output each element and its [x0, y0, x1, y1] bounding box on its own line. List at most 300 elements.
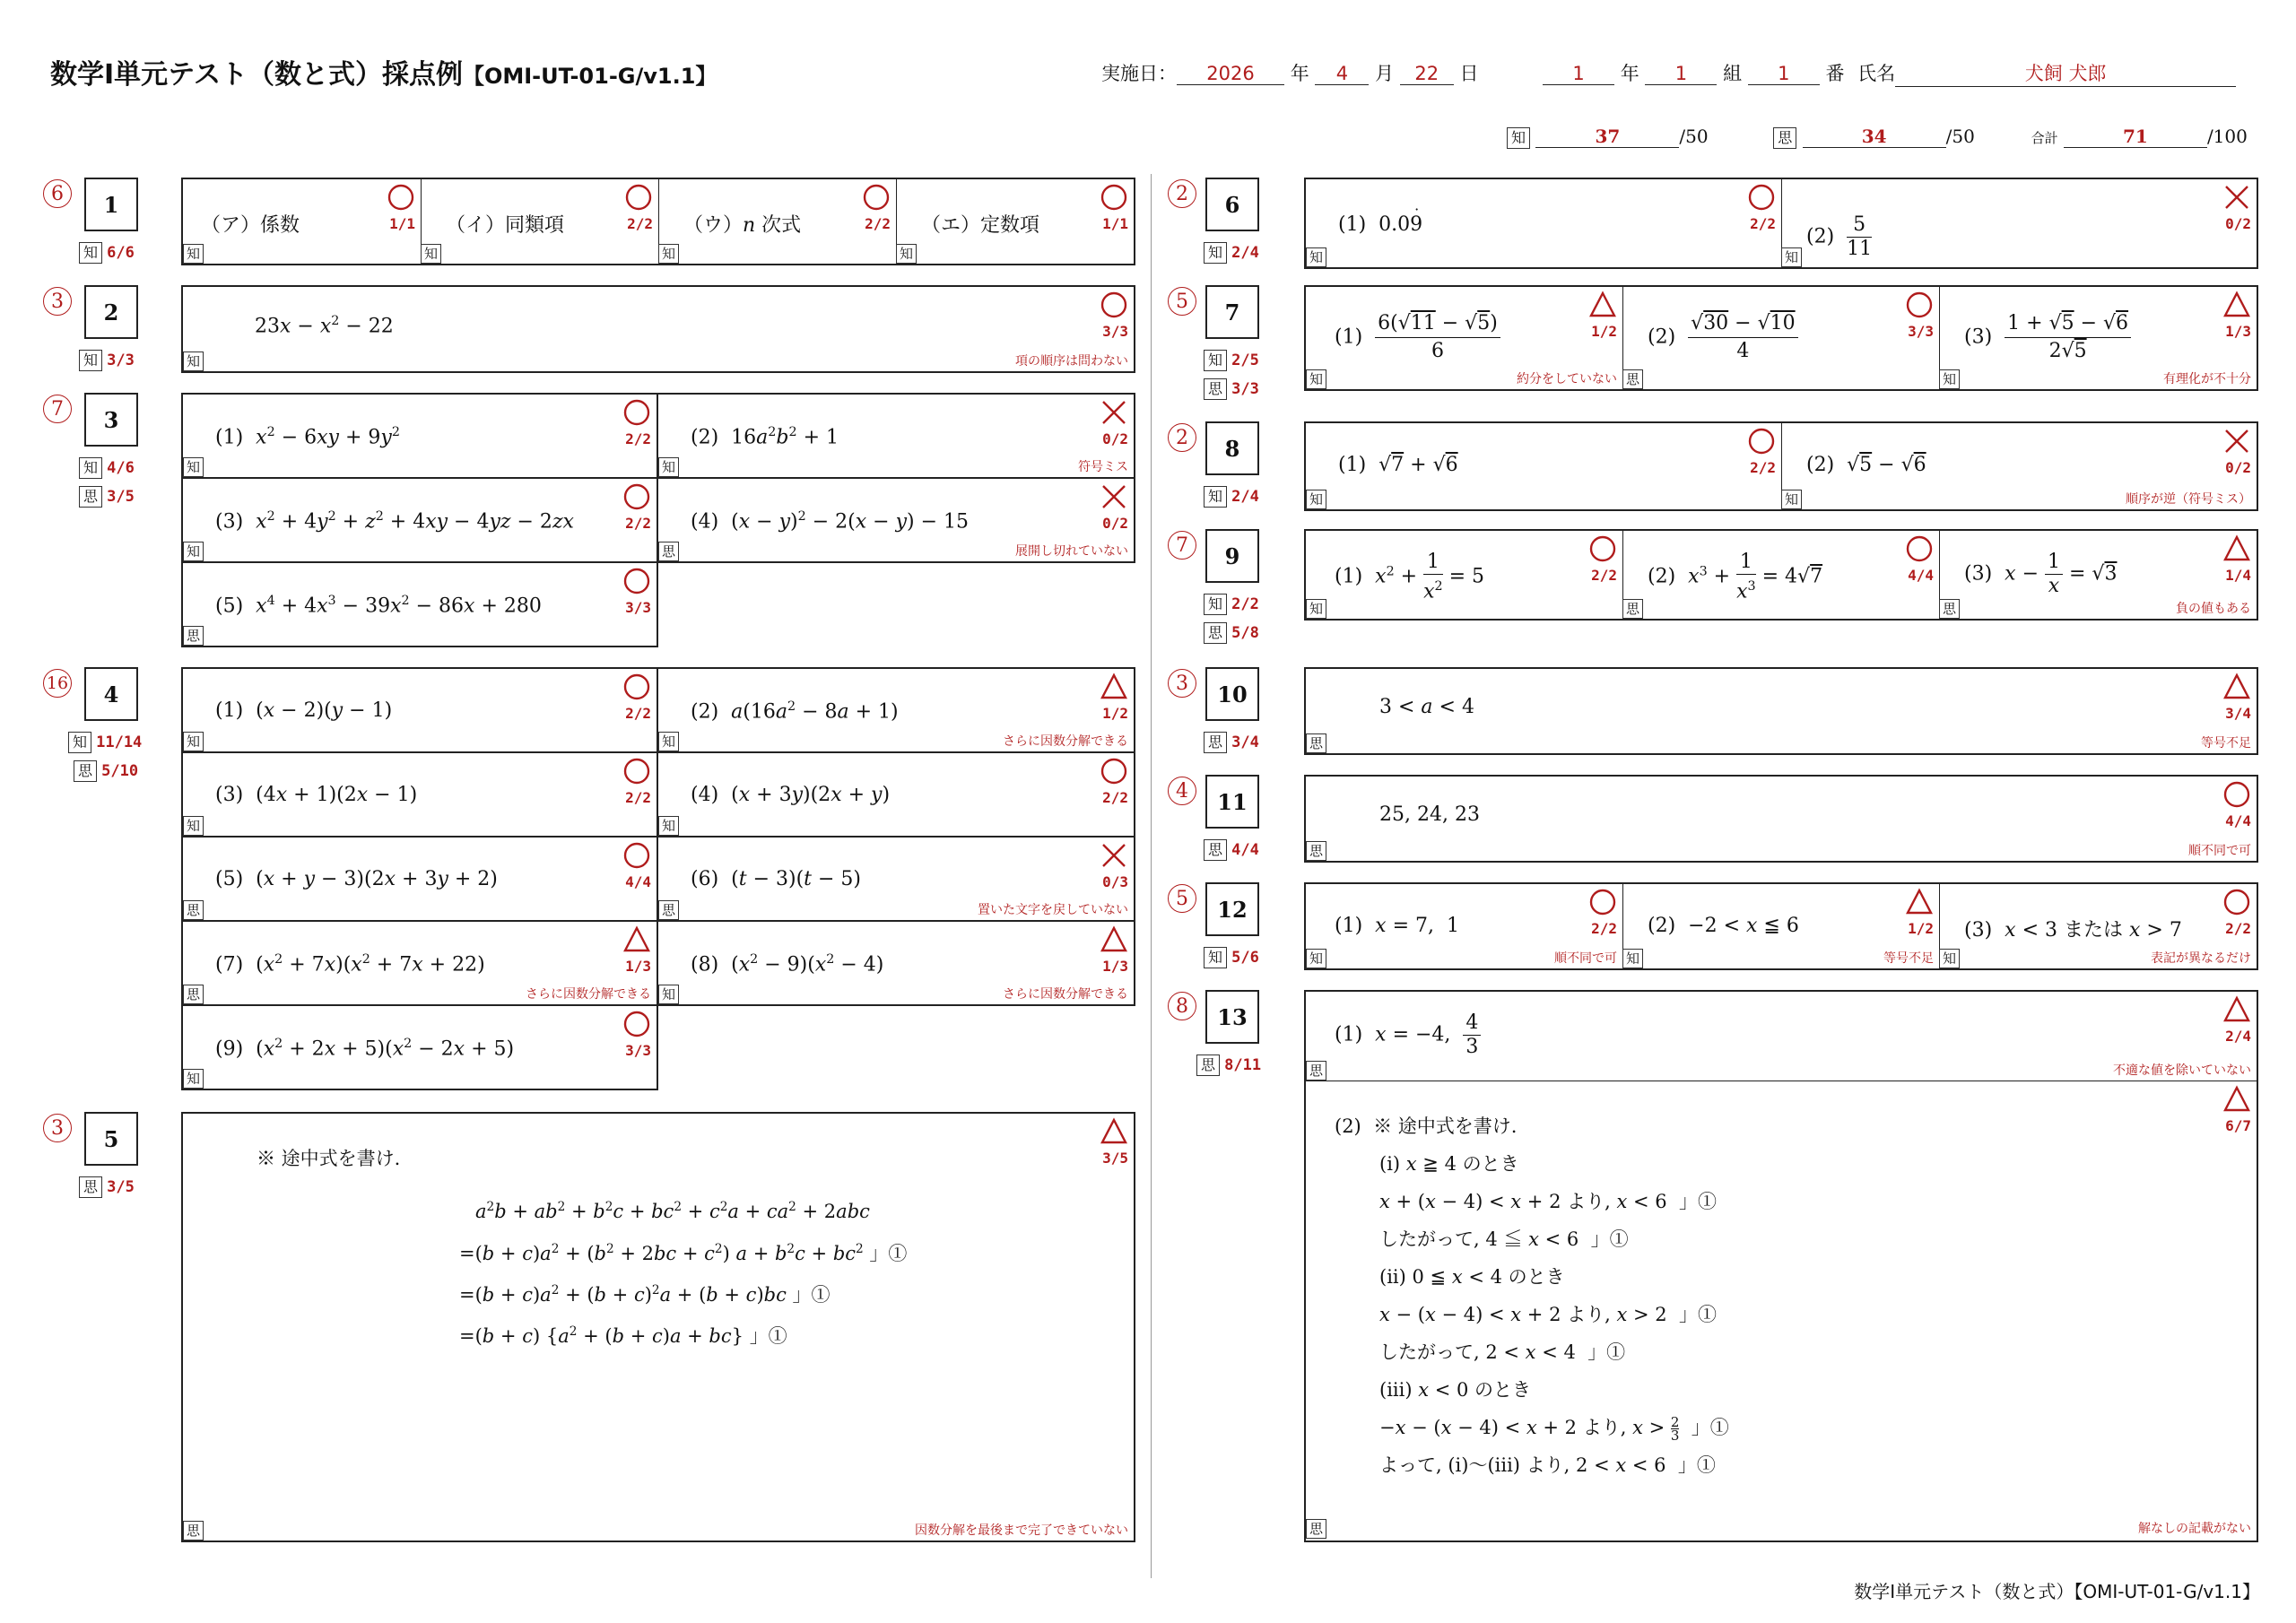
test-code: 【OMI-UT-01-G/v1.1】 — [462, 64, 718, 89]
q5-t-row — [79, 1176, 135, 1198]
q12-2-tag: 知 — [1622, 949, 1643, 968]
q11-number: 11 — [1205, 775, 1259, 829]
q7-score-circle — [1168, 287, 1196, 316]
q7-1-points: 1/2 — [1591, 323, 1617, 340]
q12-answer-box — [1304, 882, 2258, 970]
knowledge-max: /50 — [1679, 126, 1709, 147]
q4-7-answer: (7) $(x^2 + 7x)(x^2 + 7x + 22)$ — [215, 952, 485, 976]
q4-cell-9 — [181, 1004, 658, 1090]
q3-4-answer: (4) $(x - y)^2 - 2(x - y) - 15$ — [691, 509, 970, 534]
q6-2-answer: (2) $\frac{5}{11}$ — [1806, 213, 1873, 260]
q4-7-points: 1/3 — [625, 958, 651, 975]
q6-number: 6 — [1205, 178, 1259, 231]
grade-label: 年 — [1620, 63, 1639, 84]
q10-t-row — [1204, 732, 1259, 753]
q12-2-note: 等号不足 — [1883, 951, 1934, 966]
q3-4-points: 0/2 — [1102, 515, 1128, 532]
q3-5-points: 3/3 — [625, 599, 651, 616]
triangle-mark-icon — [2222, 534, 2251, 563]
q7-3-points: 1/3 — [2225, 323, 2251, 340]
q5-number: 5 — [84, 1112, 138, 1166]
q3-t-score: 3/5 — [107, 488, 135, 506]
q4-1-answer: (1) (x − 2)(y − 1) — [215, 699, 393, 722]
q3-1-tag: 知 — [183, 457, 204, 477]
q3-cell-3 — [181, 477, 658, 563]
q4-t-tag: 思 — [74, 760, 97, 782]
q12-1-points: 2/2 — [1591, 920, 1617, 937]
q13-2-line-9: よって, (i)〜(iii) より, 2 < x < 6 」① — [1379, 1454, 1716, 1476]
q9-3-note: 負の値もある — [2176, 602, 2251, 616]
q9-answer-box — [1304, 529, 2258, 621]
q6-1-answer: (1) 0.09 · — [1338, 201, 1423, 236]
q7-1-tag: 知 — [1306, 369, 1326, 389]
q13-cell-2 — [1306, 1081, 2257, 1539]
q8-1-tag: 知 — [1306, 490, 1326, 509]
day-value[interactable]: 22 — [1400, 63, 1454, 85]
triangle-mark-icon — [1100, 673, 1128, 701]
q4-9-points: 3/3 — [625, 1042, 651, 1059]
q8-1-points: 2/2 — [1750, 459, 1776, 476]
q1-d-tag: 知 — [896, 244, 917, 264]
knowledge-score: 37 — [1535, 126, 1679, 148]
q1-k-row — [79, 242, 135, 264]
circle-mark-icon — [622, 757, 651, 785]
q4-3-answer: (3) (4x + 1)(2x − 1) — [215, 784, 418, 806]
q9-number: 9 — [1205, 529, 1259, 583]
q2-score: 3 — [51, 290, 64, 313]
q13-2-line-7: (iii) x < 0 のとき — [1379, 1379, 1532, 1401]
q3-score-circle — [43, 395, 72, 423]
q10-number: 10 — [1205, 667, 1259, 721]
q2-answer-box — [181, 285, 1135, 373]
q4-8-answer: (8) $(x^2 - 9)(x^2 - 4)$ — [691, 952, 884, 976]
q13-t-tag: 思 — [1196, 1055, 1220, 1076]
q3-3-points: 2/2 — [625, 515, 651, 532]
q4-7-note: さらに因数分解できる — [526, 987, 651, 1002]
q8-k-tag: 知 — [1204, 486, 1227, 508]
triangle-mark-icon — [2222, 1085, 2251, 1114]
q13-2-line-4: (ii) 0 ≦ x < 4 のとき — [1379, 1266, 1565, 1288]
q1-c-answer: （ウ）n 次式 — [683, 214, 802, 237]
q4-k-score: 11/14 — [96, 733, 143, 751]
q1-a-answer: （ア）係数 — [201, 214, 300, 237]
circle-mark-icon — [1905, 534, 1934, 563]
q13-t-score: 8/11 — [1224, 1056, 1262, 1074]
q13-2-line-1: (i) x ≧ 4 のとき — [1379, 1153, 1519, 1175]
circle-mark-icon — [1100, 757, 1128, 785]
q4-2-answer: (2) $a(16a^2 - 8a + 1)$ — [691, 699, 899, 724]
q1-number: 1 — [84, 178, 138, 231]
q5-note: 因数分解を最後まで完了できていない — [915, 1523, 1128, 1538]
q3-cell-2 — [657, 393, 1135, 479]
q7-2-tag: 思 — [1622, 369, 1643, 389]
q10-score: 3 — [1176, 672, 1188, 695]
q5-points: 3/5 — [1102, 1150, 1128, 1167]
q8-2-answer: (2) √5 − √6 — [1806, 454, 1926, 476]
q4-1-tag: 知 — [183, 732, 204, 751]
q3-2-points: 0/2 — [1102, 430, 1128, 447]
total-label: 合計 — [2031, 130, 2058, 146]
page-footer: 数学Ⅰ単元テスト（数と式）【OMI-UT-01-G/v1.1】 — [1854, 1581, 2260, 1602]
q4-4-tag: 知 — [658, 816, 679, 836]
date-row — [1101, 59, 1478, 86]
q13-number: 13 — [1205, 990, 1259, 1044]
circle-mark-icon — [1100, 291, 1128, 319]
q2-note: 項の順序は問わない — [1015, 354, 1128, 369]
q3-4-note: 展開し切れていない — [1015, 544, 1128, 559]
q4-3-tag: 知 — [183, 816, 204, 836]
q10-score-circle — [1168, 669, 1196, 698]
q5-line-1: $a^2b + ab^2 + b^2c + bc^2 + c^2a + ca^2 + 2abc$ — [475, 1200, 870, 1222]
q12-k-tag: 知 — [1204, 947, 1227, 968]
cross-mark-icon — [1100, 841, 1128, 870]
q3-3-answer: (3) $x^2 + 4y^2 + z^2 + 4xy - 4yz - 2zx$ — [215, 509, 574, 534]
q4-cell-1 — [181, 667, 658, 753]
grade-value[interactable]: 1 — [1543, 63, 1614, 85]
q1-b-tag: 知 — [421, 244, 441, 264]
q7-score: 5 — [1176, 290, 1188, 313]
q1-score: 6 — [51, 182, 64, 205]
month-value[interactable]: 4 — [1315, 63, 1369, 85]
q4-2-note: さらに因数分解できる — [1003, 734, 1128, 749]
circle-mark-icon — [622, 482, 651, 511]
q9-cell-3 — [1939, 531, 2257, 619]
q4-cell-3 — [181, 751, 658, 838]
q12-cell-1 — [1306, 884, 1622, 968]
q4-6-points: 0/3 — [1102, 873, 1128, 890]
q5-line-4: =(b + c) $\{a^2 + (b + c)a + bc\}$ 」① — [459, 1324, 787, 1347]
q1-cell-a — [183, 179, 421, 264]
q6-cell-1 — [1306, 179, 1781, 267]
cross-mark-icon — [2222, 427, 2251, 456]
triangle-mark-icon — [1905, 888, 1934, 916]
q8-1-answer: (1) √7 + √6 — [1338, 454, 1458, 476]
q6-k-row — [1204, 242, 1259, 264]
q3-k-tag: 知 — [79, 457, 102, 479]
q12-cell-3 — [1939, 884, 2257, 968]
q3-t-row — [79, 486, 135, 508]
circle-mark-icon — [1747, 427, 1776, 456]
page-title — [50, 52, 717, 91]
q11-answer: 25, 24, 23 — [1379, 803, 1480, 826]
q7-3-tag: 知 — [1939, 369, 1960, 389]
circle-mark-icon — [387, 183, 415, 212]
q8-score: 2 — [1176, 426, 1188, 449]
q1-k-score: 6/6 — [107, 244, 135, 262]
q2-points: 3/3 — [1102, 323, 1128, 340]
q4-k-tag: 知 — [68, 732, 91, 753]
q7-number: 7 — [1205, 285, 1259, 339]
q8-cell-2 — [1781, 423, 2257, 509]
q1-a-tag: 知 — [183, 244, 204, 264]
q11-t-score: 4/4 — [1231, 841, 1259, 859]
q13-2-line-5: x − (x − 4) < x + 2 より, x > 2 」① — [1379, 1304, 1717, 1325]
q12-cell-2 — [1622, 884, 1939, 968]
q8-2-points: 0/2 — [2225, 459, 2251, 476]
q8-k-row — [1204, 486, 1259, 508]
q6-1-points: 2/2 — [1750, 215, 1776, 232]
column-divider — [1151, 174, 1152, 1578]
q4-5-points: 4/4 — [625, 873, 651, 890]
q2-score-circle — [43, 287, 72, 316]
day-label: 日 — [1459, 63, 1479, 84]
q4-7-tag: 思 — [183, 985, 204, 1004]
q12-3-points: 2/2 — [2225, 920, 2251, 937]
q6-score: 2 — [1176, 182, 1188, 205]
q13-2-points: 6/7 — [2225, 1117, 2251, 1134]
triangle-mark-icon — [2222, 673, 2251, 701]
q4-number: 4 — [84, 667, 138, 721]
q12-1-answer: (1) x = 7, 1 — [1335, 915, 1459, 937]
q12-score: 5 — [1176, 887, 1188, 910]
q4-5-tag: 思 — [183, 900, 204, 920]
q1-c-points: 2/2 — [865, 215, 891, 232]
q11-score-circle — [1168, 777, 1196, 805]
q3-answer-box — [181, 393, 1135, 653]
q1-cell-c — [658, 179, 896, 264]
q4-4-points: 2/2 — [1102, 789, 1128, 806]
q10-answer: 3 < a < 4 — [1379, 696, 1474, 718]
q12-3-answer: (3) x < 3 または x > 7 — [1964, 919, 2182, 942]
circle-mark-icon — [1747, 183, 1776, 212]
q8-number: 8 — [1205, 421, 1259, 475]
q4-2-points: 1/2 — [1102, 705, 1128, 722]
q7-3-answer: (3) $\frac{1 + √5 - √6}{2√5}$ — [1964, 310, 2131, 365]
q12-score-circle — [1168, 884, 1196, 913]
q6-answer-box — [1304, 178, 2258, 269]
q8-k-score: 2/4 — [1231, 488, 1259, 506]
q8-answer-box — [1304, 421, 2258, 511]
q3-2-tag: 知 — [658, 457, 679, 477]
q5-line-2: $=(b + c)a^2 + (b^2 + 2bc + c^2)$ $a + b^2c + bc^2$ 」① — [459, 1242, 908, 1264]
triangle-mark-icon — [2222, 995, 2251, 1024]
q4-8-tag: 知 — [658, 985, 679, 1004]
q13-1-points: 2/4 — [2225, 1028, 2251, 1045]
q9-2-tag: 思 — [1622, 599, 1643, 619]
q13-2-line-2: x + (x − 4) < x + 2 より, x < 6 」① — [1379, 1191, 1717, 1212]
q2-number: 2 — [84, 285, 138, 339]
q3-5-answer: (5) $x^4 + 4x^3 - 39x^2 - 86x + 280$ — [215, 594, 542, 618]
q4-answer-box — [181, 667, 1135, 1098]
q9-cell-1 — [1306, 531, 1622, 619]
name-value[interactable]: 犬飼 犬郎 — [1895, 59, 2236, 87]
q13-2-note: 解なしの記載がない — [2138, 1522, 2251, 1536]
q4-6-tag: 思 — [658, 900, 679, 920]
q7-k-score: 2/5 — [1231, 352, 1259, 369]
q7-answer-box — [1304, 285, 2258, 391]
q4-cell-7 — [181, 920, 658, 1006]
thinking-score: 34 — [1803, 126, 1946, 148]
q4-score-circle — [43, 669, 72, 698]
q9-t-tag: 思 — [1204, 622, 1227, 644]
q1-cell-d — [896, 179, 1134, 264]
q7-1-answer: (1) $\frac{6(√11 - √5)}{6}$ — [1335, 310, 1500, 365]
q1-c-tag: 知 — [658, 244, 679, 264]
q10-t-tag: 思 — [1204, 732, 1227, 753]
name-label: 氏名 — [1857, 63, 1896, 84]
q13-2-line-3: したがって, 4 ≦ x < 6 」① — [1379, 1228, 1629, 1250]
date-label: 実施日： — [1101, 63, 1177, 84]
circle-mark-icon — [2222, 780, 2251, 809]
q2-tag: 知 — [183, 352, 204, 371]
q12-1-note: 順不同で可 — [1554, 951, 1617, 966]
student-row — [1543, 59, 2236, 87]
q9-k-score: 2/2 — [1231, 595, 1259, 613]
q1-k-tag: 知 — [79, 242, 102, 264]
q7-t-tag: 思 — [1204, 378, 1227, 400]
q12-k-score: 5/6 — [1231, 949, 1259, 967]
triangle-mark-icon — [622, 925, 651, 954]
q11-answer-box — [1304, 775, 2258, 863]
q11-t-row — [1204, 839, 1259, 861]
q9-1-points: 2/2 — [1591, 567, 1617, 584]
q6-k-score: 2/4 — [1231, 244, 1259, 262]
q12-3-note: 表記が異なるだけ — [2151, 951, 2251, 966]
total-max: /100 — [2206, 126, 2248, 147]
class-value[interactable]: 1 — [1645, 63, 1717, 85]
knowledge-tag: 知 — [1507, 127, 1530, 149]
q4-cell-8 — [657, 920, 1135, 1006]
q3-2-answer: (2) $16a^2b^2 + 1$ — [691, 425, 839, 449]
q8-cell-1 — [1306, 423, 1781, 509]
q4-k-row — [68, 732, 142, 753]
q7-1-note: 約分をしていない — [1517, 372, 1617, 386]
q9-k-tag: 知 — [1204, 594, 1227, 615]
q7-k-tag: 知 — [1204, 350, 1227, 371]
q13-1-answer: (1) x = −4, $\frac{4}{3}$ — [1335, 1011, 1481, 1059]
q5-line-3: $=(b + c)a^2 + (b + c)^2a + (b + c)bc$ 」① — [459, 1283, 831, 1306]
q9-t-score: 5/8 — [1231, 624, 1259, 642]
q9-t-row — [1204, 622, 1259, 644]
q12-1-tag: 知 — [1306, 949, 1326, 968]
circle-mark-icon — [2222, 888, 2251, 916]
q5-score: 3 — [51, 1116, 64, 1140]
triangle-mark-icon — [1588, 291, 1617, 319]
q3-4-tag: 思 — [658, 542, 679, 561]
q7-cell-2 — [1622, 287, 1939, 389]
q5-score-circle — [43, 1114, 72, 1142]
q13-2-line-8: −x − (x − 4) < x + 2 より, x > $\frac{2}{3}$ 」① — [1379, 1414, 1729, 1444]
q7-2-answer: (2) $\frac{√30 - √10}{4}$ — [1648, 310, 1798, 365]
circle-mark-icon — [1100, 183, 1128, 212]
q9-3-tag: 思 — [1939, 599, 1960, 619]
q4-4-answer: (4) (x + 3y)(2x + y) — [691, 784, 891, 806]
q7-t-row — [1204, 378, 1259, 400]
q1-answer-box — [181, 178, 1135, 265]
q12-k-row — [1204, 947, 1259, 968]
q1-b-answer: （イ）同類項 — [446, 214, 565, 237]
q9-3-points: 1/4 — [2225, 567, 2251, 584]
q4-8-note: さらに因数分解できる — [1003, 987, 1128, 1002]
q13-score-circle — [1168, 992, 1196, 1020]
title-text: 数学Ⅰ単元テスト（数と式）採点例 — [50, 59, 463, 91]
q3-t-tag: 思 — [79, 486, 102, 508]
number-label: 番 — [1825, 63, 1845, 84]
q4-t-row — [74, 760, 138, 782]
q3-number: 3 — [84, 393, 138, 447]
score-summary — [1507, 126, 2248, 149]
q8-2-note: 順序が逆（符号ミス） — [2126, 492, 2251, 507]
q11-note: 順不同で可 — [2188, 844, 2251, 858]
circle-mark-icon — [622, 567, 651, 595]
q4-8-points: 1/3 — [1102, 958, 1128, 975]
q4-6-answer: (6) (t − 3)(t − 5) — [691, 868, 862, 890]
q4-t-score: 5/10 — [101, 762, 139, 780]
q4-9-answer: (9) $(x^2 + 2x + 5)(x^2 - 2x + 5)$ — [215, 1037, 515, 1061]
q4-3-points: 2/2 — [625, 789, 651, 806]
circle-mark-icon — [1588, 534, 1617, 563]
q12-number: 12 — [1205, 882, 1259, 936]
q6-2-tag: 知 — [1781, 247, 1802, 267]
q3-k-score: 4/6 — [107, 459, 135, 477]
cross-mark-icon — [2222, 183, 2251, 212]
q8-score-circle — [1168, 423, 1196, 452]
q4-5-answer: (5) (x + y − 3)(2x + 3y + 2) — [215, 868, 498, 890]
q6-score-circle — [1168, 179, 1196, 208]
q6-1-tag: 知 — [1306, 247, 1326, 267]
year-value[interactable]: 2026 — [1177, 63, 1284, 85]
q1-d-answer: （エ）定数項 — [921, 214, 1040, 237]
q2-k-score: 3/3 — [107, 352, 135, 369]
q3-score: 7 — [51, 397, 64, 421]
q9-1-answer: (1) $x^2$ + $\frac{1}{x^2}$ = 5 — [1335, 551, 1485, 603]
q13-1-note: 不適な値を除いていない — [2113, 1063, 2251, 1078]
q10-t-score: 3/4 — [1231, 733, 1259, 751]
q7-cell-3 — [1939, 287, 2257, 389]
q6-k-tag: 知 — [1204, 242, 1227, 264]
q5-t-tag: 思 — [79, 1176, 102, 1198]
q12-2-points: 1/2 — [1908, 920, 1934, 937]
circle-mark-icon — [622, 673, 651, 701]
q2-k-tag: 知 — [79, 350, 102, 371]
q13-2-tag: 思 — [1306, 1519, 1326, 1539]
q10-answer-box — [1304, 667, 2258, 755]
thinking-tag: 思 — [1773, 127, 1796, 149]
q4-1-points: 2/2 — [625, 705, 651, 722]
q1-cell-b — [421, 179, 658, 264]
q2-answer: $23x - x^2 - 22$ — [255, 314, 394, 338]
q4-2-tag: 知 — [658, 732, 679, 751]
q1-a-points: 1/1 — [389, 215, 415, 232]
q6-cell-2 — [1781, 179, 2257, 267]
q9-2-answer: (2) $x^3$ + $\frac{1}{x^3}$ = 4√7 — [1648, 551, 1823, 603]
number-value[interactable]: 1 — [1748, 63, 1820, 85]
q9-score-circle — [1168, 531, 1196, 560]
q4-6-note: 置いた文字を戻していない — [978, 903, 1128, 917]
q3-1-points: 2/2 — [625, 430, 651, 447]
q13-score: 8 — [1176, 994, 1188, 1018]
q9-1-tag: 知 — [1306, 599, 1326, 619]
q13-t-row — [1196, 1055, 1261, 1076]
q11-t-tag: 思 — [1204, 839, 1227, 861]
triangle-mark-icon — [1100, 925, 1128, 954]
q7-k-row — [1204, 350, 1259, 371]
triangle-mark-icon — [1100, 1117, 1128, 1146]
q10-note: 等号不足 — [2201, 736, 2251, 751]
q9-score: 7 — [1176, 534, 1188, 557]
q9-k-row — [1204, 594, 1259, 615]
q3-k-row — [79, 457, 135, 479]
q13-cell-1 — [1306, 992, 2257, 1081]
q7-t-score: 3/3 — [1231, 380, 1259, 398]
circle-mark-icon — [622, 841, 651, 870]
q4-cell-6 — [657, 836, 1135, 922]
circle-mark-icon — [622, 1010, 651, 1038]
q9-3-answer: (3) x − $\frac{1}{x}$ = √3 — [1964, 551, 2118, 597]
month-label: 月 — [1375, 63, 1395, 84]
q13-2-instruction: (2) ※ 途中式を書け. — [1335, 1115, 1518, 1137]
q5-t-score: 3/5 — [107, 1178, 135, 1196]
